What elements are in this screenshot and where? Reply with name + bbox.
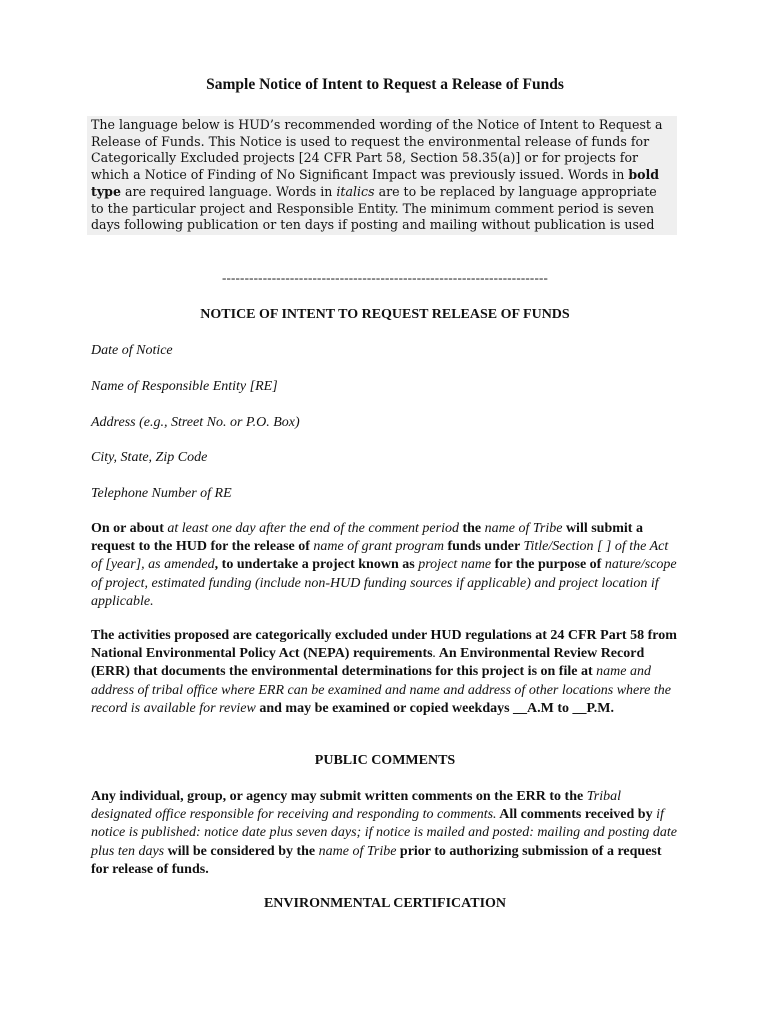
bold-text: All comments received by (496, 807, 657, 823)
public-comments-heading: PUBLIC COMMENTS (314, 753, 456, 768)
intro-text: are required language. Words in (120, 183, 337, 199)
italic-placeholder: at least one day after the end of the comment period (167, 521, 459, 536)
intro-text: are to be replaced by language appropriate to the particular project and Responsible Entity. The minimum comment period is seven days following publication or ten days if posting and mailing without publication is used (91, 183, 657, 233)
italic-placeholder: name of grant program (313, 539, 444, 555)
bold-text: the (458, 521, 485, 536)
italic-placeholder: nature/scope of project, estimated funding (include non-HUD funding sources if applicable) and project location if applicable. (91, 557, 677, 609)
section-divider: ------------------------------------------------------------------------ (221, 270, 549, 285)
city-state-zip-field: City, State, Zip Code (91, 450, 208, 465)
intro-text: The language below is HUD’s recommended wording of the Notice of Intent to Request a Release of Funds. This Notice is used to request the environmental release of funds for Categorically Excluded projects [24 CFR Part 58, Section 58.35(a)] or for projects for which a Notice of Finding of No Significant Impact was previously issued. Words in (91, 117, 663, 183)
bold-text: for the purpose of (491, 557, 605, 573)
public-comments-paragraph (91, 788, 681, 879)
italic-placeholder: name of Tribe (318, 843, 397, 859)
bold-text: will submit a request to the HUD for the release of (91, 521, 643, 555)
bold-text: and may be examined or copied weekdays __A.M to __P.M. (255, 700, 615, 716)
telephone-field: Telephone Number of RE (91, 486, 232, 501)
bold-text: prior to authorizing submission of a request for release of funds. (91, 843, 662, 877)
bold-text: will be considered by the (164, 843, 319, 859)
address-field: Address (e.g., Street No. or P.O. Box) (91, 415, 300, 430)
bold-text: funds under (443, 539, 524, 555)
italic-placeholder: . (432, 646, 437, 662)
italic-placeholder: name of Tribe (484, 521, 563, 536)
date-of-notice-field: Date of Notice (91, 343, 173, 358)
responsible-entity-field: Name of Responsible Entity [RE] (91, 379, 278, 394)
bold-text: , to undertake a project known as (214, 557, 419, 573)
release-request-paragraph (91, 520, 681, 611)
intro-italic-term: italics (336, 183, 375, 199)
categorical-exclusion-paragraph (91, 627, 681, 718)
italic-placeholder: Tribal designated office responsible for receiving and responding to comments. (91, 789, 621, 823)
italic-placeholder: Title/Section [ ] of the Act of [year], as amended (91, 539, 669, 573)
intro-bold-term: bold type (91, 167, 660, 199)
bold-text: The activities proposed are categorically excluded under HUD regulations at 24 CFR Part 58 from National Environmental Policy Act (NEPA) requirements (91, 628, 677, 662)
intro-instructions-box (87, 116, 677, 235)
italic-placeholder: if notice is published: notice date plus seven days; if notice is mailed and posted: mailing and posting date plus ten days (91, 807, 677, 859)
bold-text: On or about (91, 521, 168, 536)
bold-text: An Environmental Review Record (ERR) that documents the environmental determinations for this project is on file at (91, 646, 645, 680)
environmental-certification-heading: ENVIRONMENTAL CERTIFICATION (263, 896, 507, 911)
bold-text: Any individual, group, or agency may submit written comments on the ERR to the (91, 789, 587, 804)
italic-placeholder: project name (418, 557, 492, 573)
document-title: Sample Notice of Intent to Request a Release of Funds (206, 76, 564, 93)
notice-heading: NOTICE OF INTENT TO REQUEST RELEASE OF FUNDS (200, 307, 570, 322)
italic-placeholder: name and address of tribal office where ERR can be examined and name and address of other locations where the record is available for review (91, 664, 671, 716)
